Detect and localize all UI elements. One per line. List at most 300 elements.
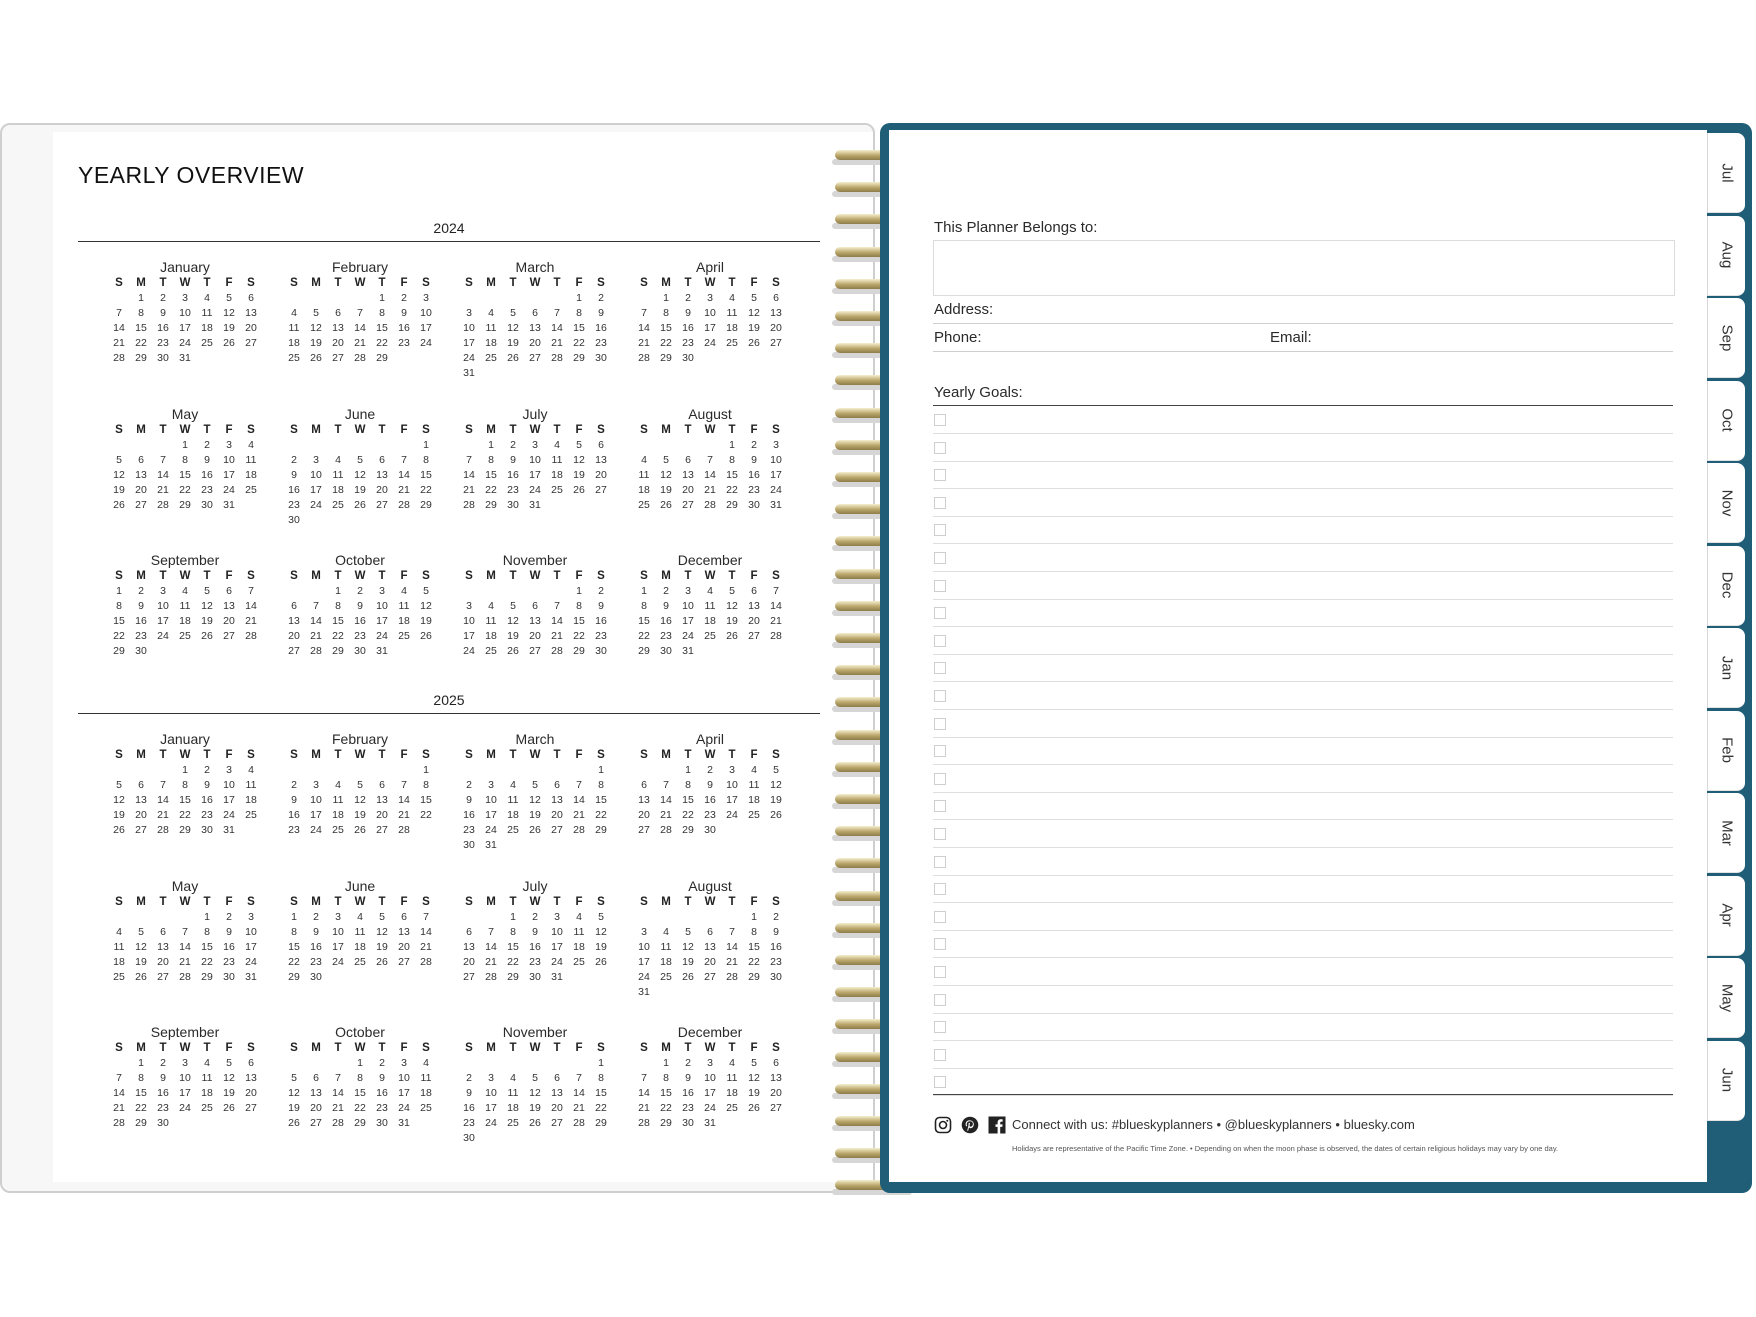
day-number: 12 (376, 926, 388, 938)
day-number: 25 (551, 484, 563, 496)
day-number: 22 (573, 337, 585, 349)
day-number: 26 (748, 1102, 760, 1114)
weekday-letter: S (640, 277, 648, 289)
empty-cell (152, 910, 174, 925)
empty-cell (699, 438, 721, 453)
day-number: 24 (223, 809, 235, 821)
day-number: 9 (291, 794, 297, 806)
day-number: 31 (398, 1117, 410, 1129)
weekday-letter: W (179, 896, 191, 908)
day-number: 12 (354, 469, 366, 481)
day-number: 19 (223, 1087, 235, 1099)
weekday-letter: T (684, 749, 692, 761)
day-number: 30 (201, 499, 213, 511)
month-tab-label: Oct (1718, 408, 1735, 432)
goal-checkbox[interactable] (934, 938, 946, 950)
year-divider (78, 713, 820, 714)
weekday-letter: T (728, 277, 736, 289)
month-tab-mar[interactable] (1707, 793, 1745, 873)
day-number: 29 (201, 971, 213, 983)
weekday-header (283, 1041, 443, 1056)
day-number: 24 (704, 1102, 716, 1114)
day-number: 6 (335, 307, 341, 319)
goal-row[interactable] (933, 406, 1673, 434)
day-number: 11 (288, 322, 300, 334)
empty-cell (568, 1056, 590, 1071)
day-number: 5 (116, 779, 122, 791)
weekday-letter: F (225, 424, 233, 436)
day-number: 29 (595, 824, 607, 836)
day-number: 11 (201, 307, 213, 319)
weekday-header (458, 895, 618, 910)
month-name: March (515, 259, 555, 275)
day-number: 29 (376, 352, 388, 364)
goal-checkbox[interactable] (934, 773, 946, 785)
day-number: 3 (466, 307, 472, 319)
day-number: 31 (638, 986, 650, 998)
day-number: 25 (288, 352, 300, 364)
empty-cell (305, 438, 327, 453)
month-tab-oct[interactable] (1707, 381, 1745, 461)
day-number: 17 (463, 630, 475, 642)
day-number: 13 (770, 307, 782, 319)
day-number: 24 (223, 484, 235, 496)
day-number: 26 (223, 337, 235, 349)
weekday-letter: M (486, 896, 496, 908)
weekday-header (108, 748, 268, 763)
day-number: 17 (485, 809, 497, 821)
weekday-letter: M (311, 424, 321, 436)
day-number: 11 (113, 941, 125, 953)
weekday-letter: T (684, 896, 692, 908)
day-number: 8 (335, 600, 341, 612)
day-number: 7 (248, 585, 254, 597)
day-number: 23 (398, 337, 410, 349)
day-number: 11 (485, 615, 497, 627)
day-number: 8 (663, 307, 669, 319)
day-number: 28 (573, 1117, 585, 1129)
day-number: 3 (488, 779, 494, 791)
month-tab-aug[interactable] (1707, 216, 1745, 296)
day-number: 1 (598, 764, 604, 776)
owner-name-field[interactable] (933, 240, 1675, 296)
day-number: 25 (332, 499, 344, 511)
weekday-letter: T (684, 424, 692, 436)
day-number: 23 (660, 630, 672, 642)
day-number: 23 (704, 809, 716, 821)
goal-checkbox[interactable] (934, 994, 946, 1006)
weekday-letter: M (661, 277, 671, 289)
phone-email-line[interactable] (933, 351, 1673, 352)
day-number: 27 (245, 337, 257, 349)
day-number: 28 (704, 499, 716, 511)
month-calendar (633, 1023, 793, 1131)
goal-row[interactable] (933, 489, 1673, 517)
day-number: 11 (748, 779, 760, 791)
day-number: 3 (641, 926, 647, 938)
month-calendar (633, 730, 793, 838)
day-number: 5 (751, 292, 757, 304)
day-grid (458, 763, 618, 853)
goal-row[interactable] (933, 461, 1673, 489)
goal-row[interactable] (933, 710, 1673, 738)
day-number: 22 (135, 1102, 147, 1114)
day-number: 7 (576, 779, 582, 791)
day-number: 9 (663, 600, 669, 612)
day-number: 17 (704, 1087, 716, 1099)
day-number: 25 (113, 971, 125, 983)
day-number: 22 (179, 484, 191, 496)
day-number: 22 (660, 1102, 672, 1114)
goal-row[interactable] (933, 792, 1673, 820)
day-number: 11 (420, 1072, 432, 1084)
day-number: 26 (113, 824, 125, 836)
goal-row[interactable] (933, 654, 1673, 682)
day-number: 1 (663, 1057, 669, 1069)
day-number: 25 (748, 809, 760, 821)
goal-checkbox[interactable] (934, 1076, 946, 1088)
goal-checkbox[interactable] (934, 497, 946, 509)
day-grid (108, 291, 268, 366)
goal-row[interactable] (933, 986, 1673, 1014)
weekday-letter: W (704, 1042, 716, 1054)
day-grid (108, 910, 268, 985)
goal-row[interactable] (933, 958, 1673, 986)
day-number: 23 (201, 484, 213, 496)
day-number: 1 (291, 911, 297, 923)
weekday-header (108, 569, 268, 584)
day-number: 2 (313, 911, 319, 923)
day-number: 27 (398, 956, 410, 968)
month-tab-jul[interactable] (1707, 133, 1745, 213)
day-number: 4 (204, 1057, 210, 1069)
day-number: 15 (332, 615, 344, 627)
day-number: 21 (770, 615, 782, 627)
goal-checkbox[interactable] (934, 552, 946, 564)
day-number: 7 (160, 454, 166, 466)
day-number: 5 (510, 600, 516, 612)
day-number: 28 (770, 630, 782, 642)
goal-row[interactable] (933, 516, 1673, 544)
weekday-letter: T (553, 277, 561, 289)
day-number: 8 (510, 926, 516, 938)
day-number: 4 (423, 1057, 429, 1069)
weekday-letter: S (772, 896, 780, 908)
month-name: May (171, 406, 199, 422)
weekday-header (458, 423, 618, 438)
day-number: 22 (682, 809, 694, 821)
day-number: 19 (529, 809, 541, 821)
weekday-letter: M (486, 424, 496, 436)
day-number: 30 (201, 824, 213, 836)
goal-checkbox[interactable] (934, 469, 946, 481)
day-number: 11 (507, 794, 519, 806)
day-number: 14 (310, 615, 322, 627)
month-name: December (677, 1024, 743, 1040)
weekday-letter: T (684, 570, 692, 582)
instagram-icon (934, 1116, 952, 1134)
weekday-letter: W (354, 277, 366, 289)
day-number: 29 (179, 824, 191, 836)
month-name: December (677, 552, 743, 568)
day-number: 25 (507, 1117, 519, 1129)
weekday-letter: T (378, 749, 386, 761)
goal-checkbox[interactable] (934, 883, 946, 895)
weekday-header (458, 276, 618, 291)
month-tab-jan[interactable] (1707, 628, 1745, 708)
empty-cell (152, 438, 174, 453)
weekday-letter: T (553, 749, 561, 761)
day-number: 1 (182, 764, 188, 776)
day-number: 15 (376, 322, 388, 334)
day-number: 10 (726, 779, 738, 791)
day-number: 24 (179, 337, 191, 349)
goal-row[interactable] (933, 1013, 1673, 1041)
goal-checkbox[interactable] (934, 1049, 946, 1061)
goal-row[interactable] (933, 848, 1673, 876)
day-number: 8 (729, 454, 735, 466)
weekday-letter: S (115, 896, 123, 908)
day-number: 29 (179, 499, 191, 511)
day-number: 7 (401, 454, 407, 466)
day-number: 3 (182, 1057, 188, 1069)
day-number: 10 (463, 322, 475, 334)
day-number: 26 (726, 630, 738, 642)
goal-checkbox[interactable] (934, 690, 946, 702)
goal-checkbox[interactable] (934, 662, 946, 674)
month-tab-apr[interactable] (1707, 876, 1745, 956)
weekday-letter: M (661, 424, 671, 436)
month-tab-label: Sep (1718, 324, 1735, 351)
goal-row[interactable] (933, 765, 1673, 793)
day-number: 4 (335, 779, 341, 791)
day-number: 14 (573, 1087, 585, 1099)
day-number: 24 (376, 630, 388, 642)
goal-row[interactable] (933, 903, 1673, 931)
month-calendar (633, 877, 793, 1000)
goal-row[interactable] (933, 1041, 1673, 1069)
day-number: 16 (748, 469, 760, 481)
goal-row[interactable] (933, 930, 1673, 958)
day-number: 7 (641, 1072, 647, 1084)
goal-row[interactable] (933, 1068, 1673, 1096)
day-number: 12 (748, 1072, 760, 1084)
day-number: 23 (595, 630, 607, 642)
month-tab-jun[interactable] (1707, 1041, 1745, 1121)
day-number: 21 (638, 337, 650, 349)
day-number: 15 (660, 1087, 672, 1099)
day-number: 26 (748, 337, 760, 349)
day-number: 7 (729, 926, 735, 938)
day-number: 14 (770, 600, 782, 612)
empty-cell (305, 763, 327, 778)
goal-checkbox[interactable] (934, 745, 946, 757)
day-grid (633, 910, 793, 1000)
goal-checkbox[interactable] (934, 635, 946, 647)
day-number: 18 (179, 615, 191, 627)
month-calendar (108, 405, 268, 513)
goal-checkbox[interactable] (934, 718, 946, 730)
day-number: 19 (748, 1087, 760, 1099)
day-number: 5 (379, 911, 385, 923)
day-number: 23 (529, 956, 541, 968)
goal-row[interactable] (933, 682, 1673, 710)
day-number: 14 (113, 322, 125, 334)
empty-cell (305, 291, 327, 306)
day-number: 4 (488, 307, 494, 319)
goal-checkbox[interactable] (934, 524, 946, 536)
month-tab-nov[interactable] (1707, 463, 1745, 543)
day-number: 27 (310, 1117, 322, 1129)
day-number: 9 (532, 926, 538, 938)
day-number: 16 (354, 615, 366, 627)
day-number: 17 (529, 469, 541, 481)
day-number: 9 (379, 1072, 385, 1084)
weekday-letter: T (509, 896, 517, 908)
day-number: 21 (398, 484, 410, 496)
day-number: 24 (485, 824, 497, 836)
goal-checkbox[interactable] (934, 800, 946, 812)
goal-checkbox[interactable] (934, 828, 946, 840)
goal-row[interactable] (933, 572, 1673, 600)
day-number: 3 (423, 292, 429, 304)
day-number: 24 (726, 809, 738, 821)
day-number: 12 (223, 1072, 235, 1084)
empty-cell (655, 910, 677, 925)
weekday-letter: T (159, 749, 167, 761)
empty-cell (633, 910, 655, 925)
month-tab-may[interactable] (1707, 958, 1745, 1038)
day-number: 28 (726, 971, 738, 983)
goal-row[interactable] (933, 875, 1673, 903)
day-number: 21 (332, 1102, 344, 1114)
day-number: 16 (288, 809, 300, 821)
goal-checkbox[interactable] (934, 442, 946, 454)
weekday-letter: M (136, 277, 146, 289)
day-number: 8 (598, 779, 604, 791)
day-number: 20 (376, 484, 388, 496)
weekday-letter: F (575, 749, 583, 761)
day-number: 15 (573, 322, 585, 334)
empty-cell (699, 910, 721, 925)
day-number: 17 (682, 615, 694, 627)
weekday-header (108, 276, 268, 291)
weekday-letter: F (400, 1042, 408, 1054)
goal-checkbox[interactable] (934, 1021, 946, 1033)
day-number: 25 (638, 499, 650, 511)
weekday-letter: W (179, 277, 191, 289)
month-calendar (283, 730, 443, 838)
day-number: 25 (201, 337, 213, 349)
day-number: 13 (551, 794, 563, 806)
day-number: 25 (704, 630, 716, 642)
day-number: 31 (770, 499, 782, 511)
day-number: 5 (138, 926, 144, 938)
month-name: June (344, 878, 376, 894)
day-number: 25 (485, 645, 497, 657)
day-number: 8 (576, 600, 582, 612)
day-number: 13 (135, 794, 147, 806)
day-number: 18 (551, 469, 563, 481)
month-name: July (522, 406, 548, 422)
day-number: 20 (245, 1087, 257, 1099)
day-number: 10 (310, 794, 322, 806)
weekday-letter: W (529, 277, 541, 289)
goal-checkbox[interactable] (934, 580, 946, 592)
weekday-letter: S (422, 424, 430, 436)
day-number: 25 (726, 337, 738, 349)
day-number: 30 (595, 352, 607, 364)
weekday-letter: S (465, 896, 473, 908)
month-name: October (335, 1024, 385, 1040)
day-number: 19 (682, 956, 694, 968)
day-number: 10 (398, 1072, 410, 1084)
month-tab-sep[interactable] (1707, 298, 1745, 378)
goal-checkbox[interactable] (934, 856, 946, 868)
day-number: 1 (182, 439, 188, 451)
day-number: 20 (245, 322, 257, 334)
goal-row[interactable] (933, 737, 1673, 765)
goal-checkbox[interactable] (934, 414, 946, 426)
month-tab-label: Jun (1718, 1067, 1735, 1093)
month-calendar (108, 551, 268, 659)
day-number: 10 (682, 600, 694, 612)
day-number: 5 (423, 585, 429, 597)
day-number: 5 (357, 454, 363, 466)
empty-cell (283, 438, 305, 453)
weekday-letter: T (203, 1042, 211, 1054)
month-name: September (150, 552, 220, 568)
day-number: 16 (682, 322, 694, 334)
weekday-letter: F (225, 570, 233, 582)
day-number: 20 (770, 322, 782, 334)
goal-checkbox[interactable] (934, 607, 946, 619)
day-number: 19 (726, 615, 738, 627)
goal-row[interactable] (933, 434, 1673, 462)
weekday-letter: M (661, 896, 671, 908)
day-number: 4 (248, 764, 254, 776)
weekday-letter: S (290, 424, 298, 436)
goal-row[interactable] (933, 599, 1673, 627)
goal-row[interactable] (933, 820, 1673, 848)
goal-row[interactable] (933, 627, 1673, 655)
day-number: 2 (751, 439, 757, 451)
goal-checkbox[interactable] (934, 966, 946, 978)
weekday-letter: S (597, 1042, 605, 1054)
day-number: 2 (685, 292, 691, 304)
month-tab-feb[interactable] (1707, 711, 1745, 791)
day-number: 11 (704, 600, 716, 612)
month-tab-dec[interactable] (1707, 546, 1745, 626)
day-grid (633, 763, 793, 838)
day-number: 13 (135, 469, 147, 481)
day-number: 5 (226, 1057, 232, 1069)
day-number: 6 (685, 454, 691, 466)
goal-row[interactable] (933, 544, 1673, 572)
day-number: 26 (660, 499, 672, 511)
weekday-letter: S (247, 277, 255, 289)
goal-checkbox[interactable] (934, 911, 946, 923)
weekday-letter: T (334, 277, 342, 289)
day-number: 24 (704, 337, 716, 349)
month-calendar (458, 877, 618, 985)
day-number: 2 (160, 1057, 166, 1069)
empty-cell (130, 910, 152, 925)
day-number: 14 (726, 941, 738, 953)
address-line[interactable] (933, 323, 1673, 324)
empty-cell (502, 584, 524, 599)
day-number: 22 (485, 484, 497, 496)
